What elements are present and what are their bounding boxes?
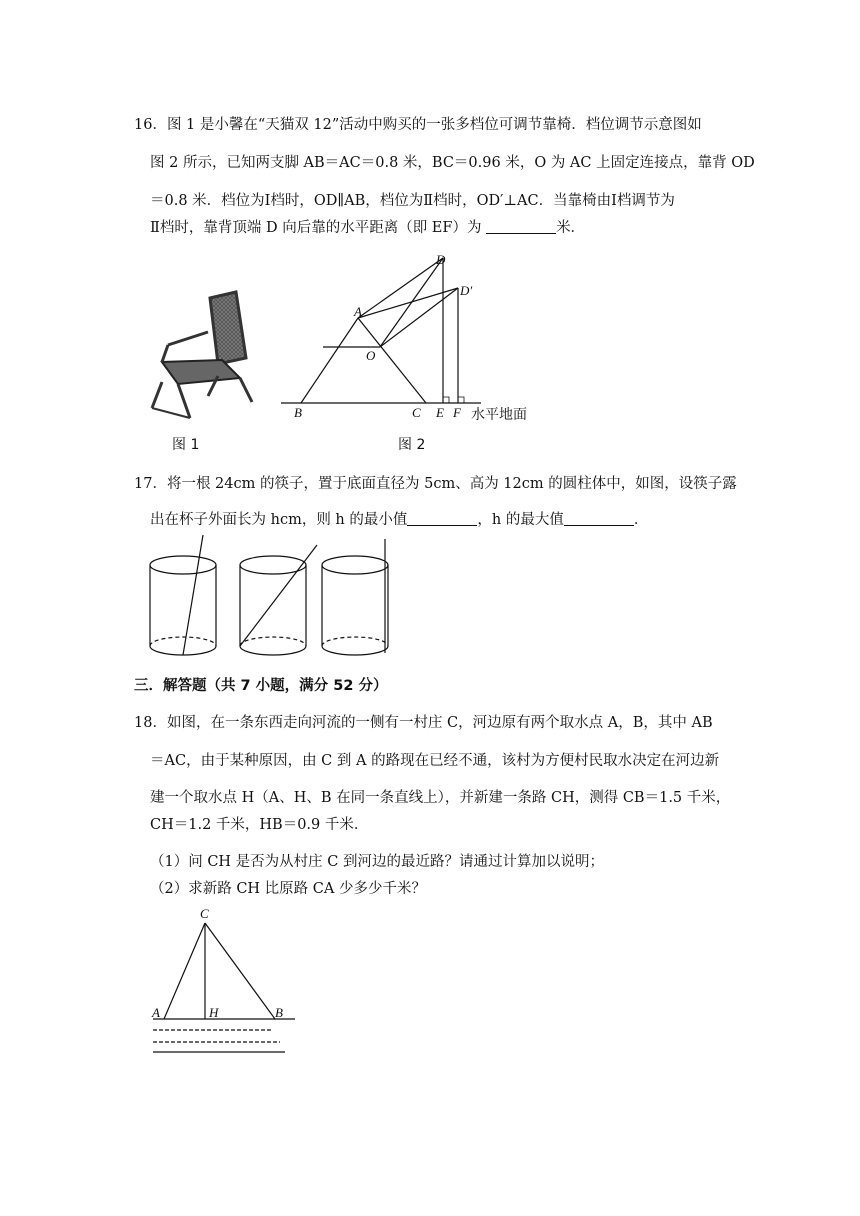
label-B: B xyxy=(275,1005,283,1020)
label-A: A xyxy=(354,304,362,319)
q17-text-c: ． xyxy=(633,512,649,528)
q17-text-a: 出在杯子外面长为 hcm，则 h 的最小值 xyxy=(150,512,408,528)
cylinder-3 xyxy=(322,539,388,655)
q18-sub-2: （2）求新路 CH 比原路 CA 少多少千米？ xyxy=(150,881,426,897)
figure-river-triangle xyxy=(145,905,305,1065)
q16-line-4-text: Ⅱ档时，靠背顶端 D 向后靠的水平距离（即 EF）为 xyxy=(150,220,482,236)
label-C: C xyxy=(200,906,209,921)
figure-2-caption: 图 2 xyxy=(398,437,426,453)
q17-text-b: ，h 的最大值 xyxy=(477,512,564,528)
q18-line-4: CH＝1.2 千米，HB＝0.9 千米． xyxy=(150,817,369,833)
label-C: C xyxy=(412,405,421,420)
chair-seat xyxy=(162,360,240,384)
line-CA xyxy=(164,923,205,1019)
label-F: F xyxy=(453,405,461,420)
q17-max-blank[interactable] xyxy=(564,511,634,526)
label-A: A xyxy=(152,1005,160,1020)
q16-line-4 xyxy=(150,216,585,237)
figure-cylinders xyxy=(145,533,415,663)
label-H: H xyxy=(209,1005,219,1020)
leg-AB xyxy=(301,318,358,403)
label-D: D xyxy=(436,252,446,267)
q17-min-blank[interactable] xyxy=(407,511,477,526)
cylinder-2 xyxy=(240,545,317,655)
label-D-prime: D′ xyxy=(460,283,473,298)
q16-answer-blank[interactable] xyxy=(486,219,556,234)
q18-line-2: ＝AC，由于某种原因，由 C 到 A 的路现在已经不通，该村为方便村民取水决定在河边新 xyxy=(150,753,720,769)
q17-line-1: 17．将一根 24cm 的筷子，置于底面直径为 5cm、高为 12cm 的圆柱体中，如图，设筷子露 xyxy=(134,476,737,492)
back-OD2 xyxy=(380,288,458,347)
figure-1-chair xyxy=(148,290,258,425)
q18-line-3: 建一个取水点 H（A、H、B 在同一条直线上），并新建一条路 CH，测得 CB＝1.5 千米， xyxy=(150,790,731,806)
q16-line-1: 16．图 1 是小馨在“天猫双 12”活动中购买的一张多档位可调节靠椅．档位调节示意图如 xyxy=(134,117,702,133)
label-E: E xyxy=(436,405,444,420)
label-O: O xyxy=(366,348,376,363)
figure-1-caption: 图 1 xyxy=(172,437,200,453)
q16-line-4-end: 米． xyxy=(556,220,586,236)
q18-line-1: 18．如图，在一条东西走向河流的一侧有一村庄 C，河边原有两个取水点 A，B，其中 AB xyxy=(134,715,713,731)
label-ground: 水平地面 xyxy=(471,407,527,423)
cylinder-1 xyxy=(150,535,216,655)
label-B: B xyxy=(294,405,302,420)
section-3-heading: 三．解答题（共 7 小题，满分 52 分） xyxy=(134,678,388,694)
figure-2-diagram xyxy=(276,246,546,426)
q16-line-2: 图 2 所示，已知两支脚 AB＝AC＝0.8 米，BC＝0.96 米，O 为 AC 上固定连接点，靠背 OD xyxy=(150,155,755,171)
q18-sub-1: （1）问 CH 是否为从村庄 C 到河边的最近路？请通过计算加以说明； xyxy=(150,854,604,870)
q16-line-3: ＝0.8 米．档位为Ⅰ档时，OD∥AB，档位为Ⅱ档时，OD′⊥AC．当靠椅由Ⅰ档调节为 xyxy=(150,193,675,209)
q17-line-2 xyxy=(150,508,648,529)
